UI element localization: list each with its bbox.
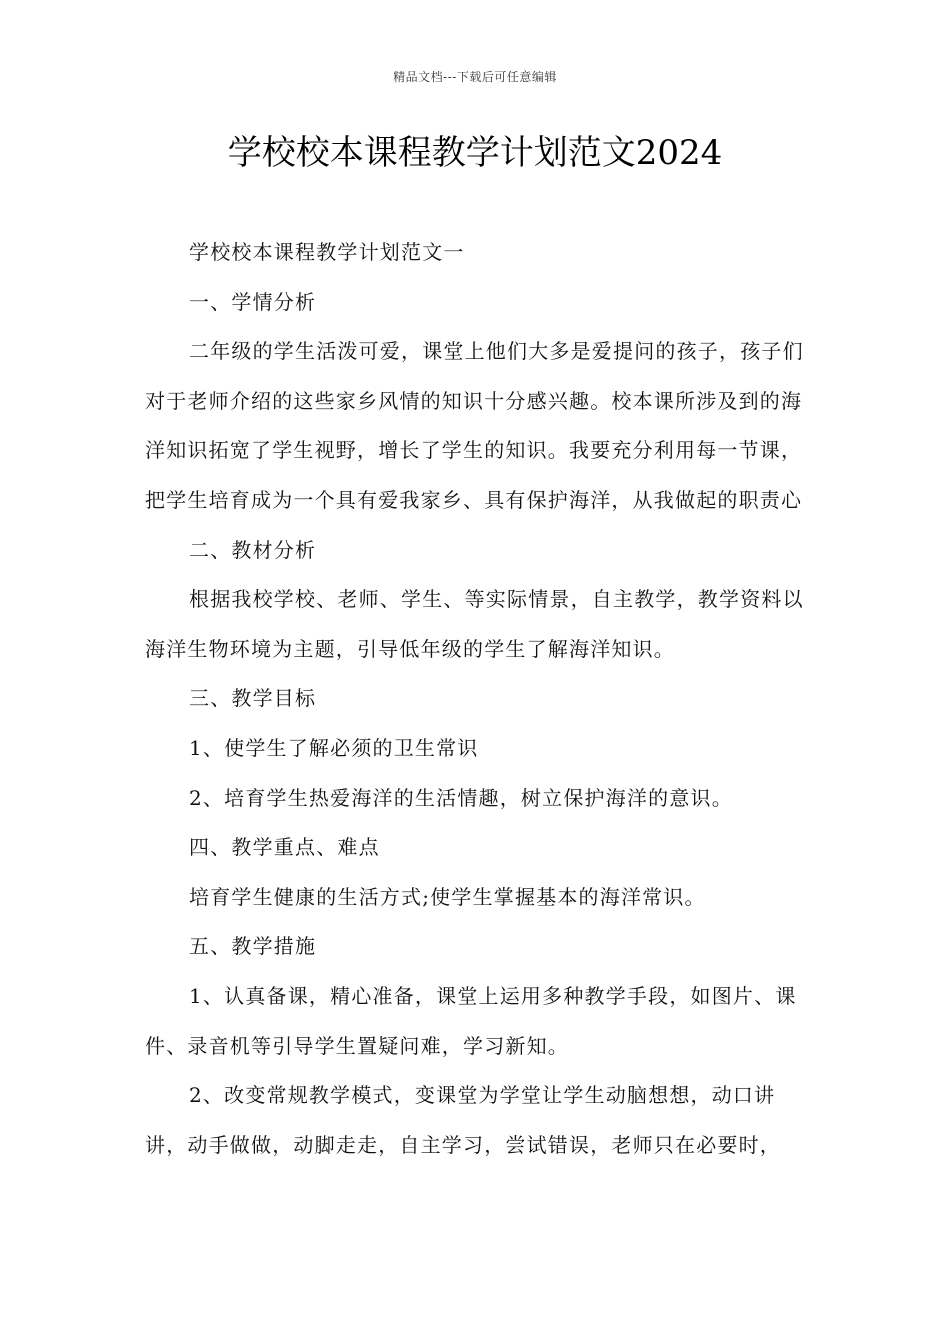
- section-heading-3: 三、教学目标: [189, 686, 317, 711]
- document-body: [145, 228, 805, 1170]
- section-heading-1: 一、学情分析: [189, 289, 317, 314]
- section-heading-5: 五、教学措施: [189, 934, 317, 959]
- list-item: 2、改变常规教学模式，变课堂为学堂让学生动脑想想，动口讲讲，动手做做，动脚走走，自主学习，尝试错误，老师只在必要时，: [145, 1083, 781, 1157]
- subtitle-paragraph: 学校校本课程教学计划范文一: [189, 240, 465, 264]
- list-item: 2、培育学生热爱海洋的生活情趣，树立保护海洋的意识。: [189, 785, 733, 810]
- body-paragraph: 二年级的学生活泼可爱，课堂上他们大多是爱提问的孩子，孩子们对于老师介绍的这些家乡风情的知识十分感兴趣。校本课所涉及到的海洋知识拓宽了学生视野，增长了学生的知识。我要充分利用每一节课，把学生培育成为一个具有爱我家乡、具有保护海洋，从我做起的职责心: [145, 339, 804, 512]
- body-paragraph: 根据我校学校、老师、学生、等实际情景，自主教学，教学资料以海洋生物环境为主题，引导低年级的学生了解海洋知识。: [145, 587, 804, 661]
- section-heading-4: 四、教学重点、难点: [189, 835, 380, 860]
- section-heading-2: 二、教材分析: [189, 537, 317, 562]
- list-item: 1、认真备课，精心准备，课堂上运用多种教学手段，如图片、课件、录音机等引导学生置疑问难，学习新知。: [145, 983, 797, 1058]
- header-note: 精品文档---下载后可任意编辑: [393, 70, 557, 84]
- document-title: 学校校本课程教学计划范文2024: [227, 133, 723, 173]
- body-paragraph: 培育学生健康的生活方式;使学生掌握基本的海洋常识。: [189, 884, 706, 909]
- list-item: 1、使学生了解必须的卫生常识: [189, 735, 479, 760]
